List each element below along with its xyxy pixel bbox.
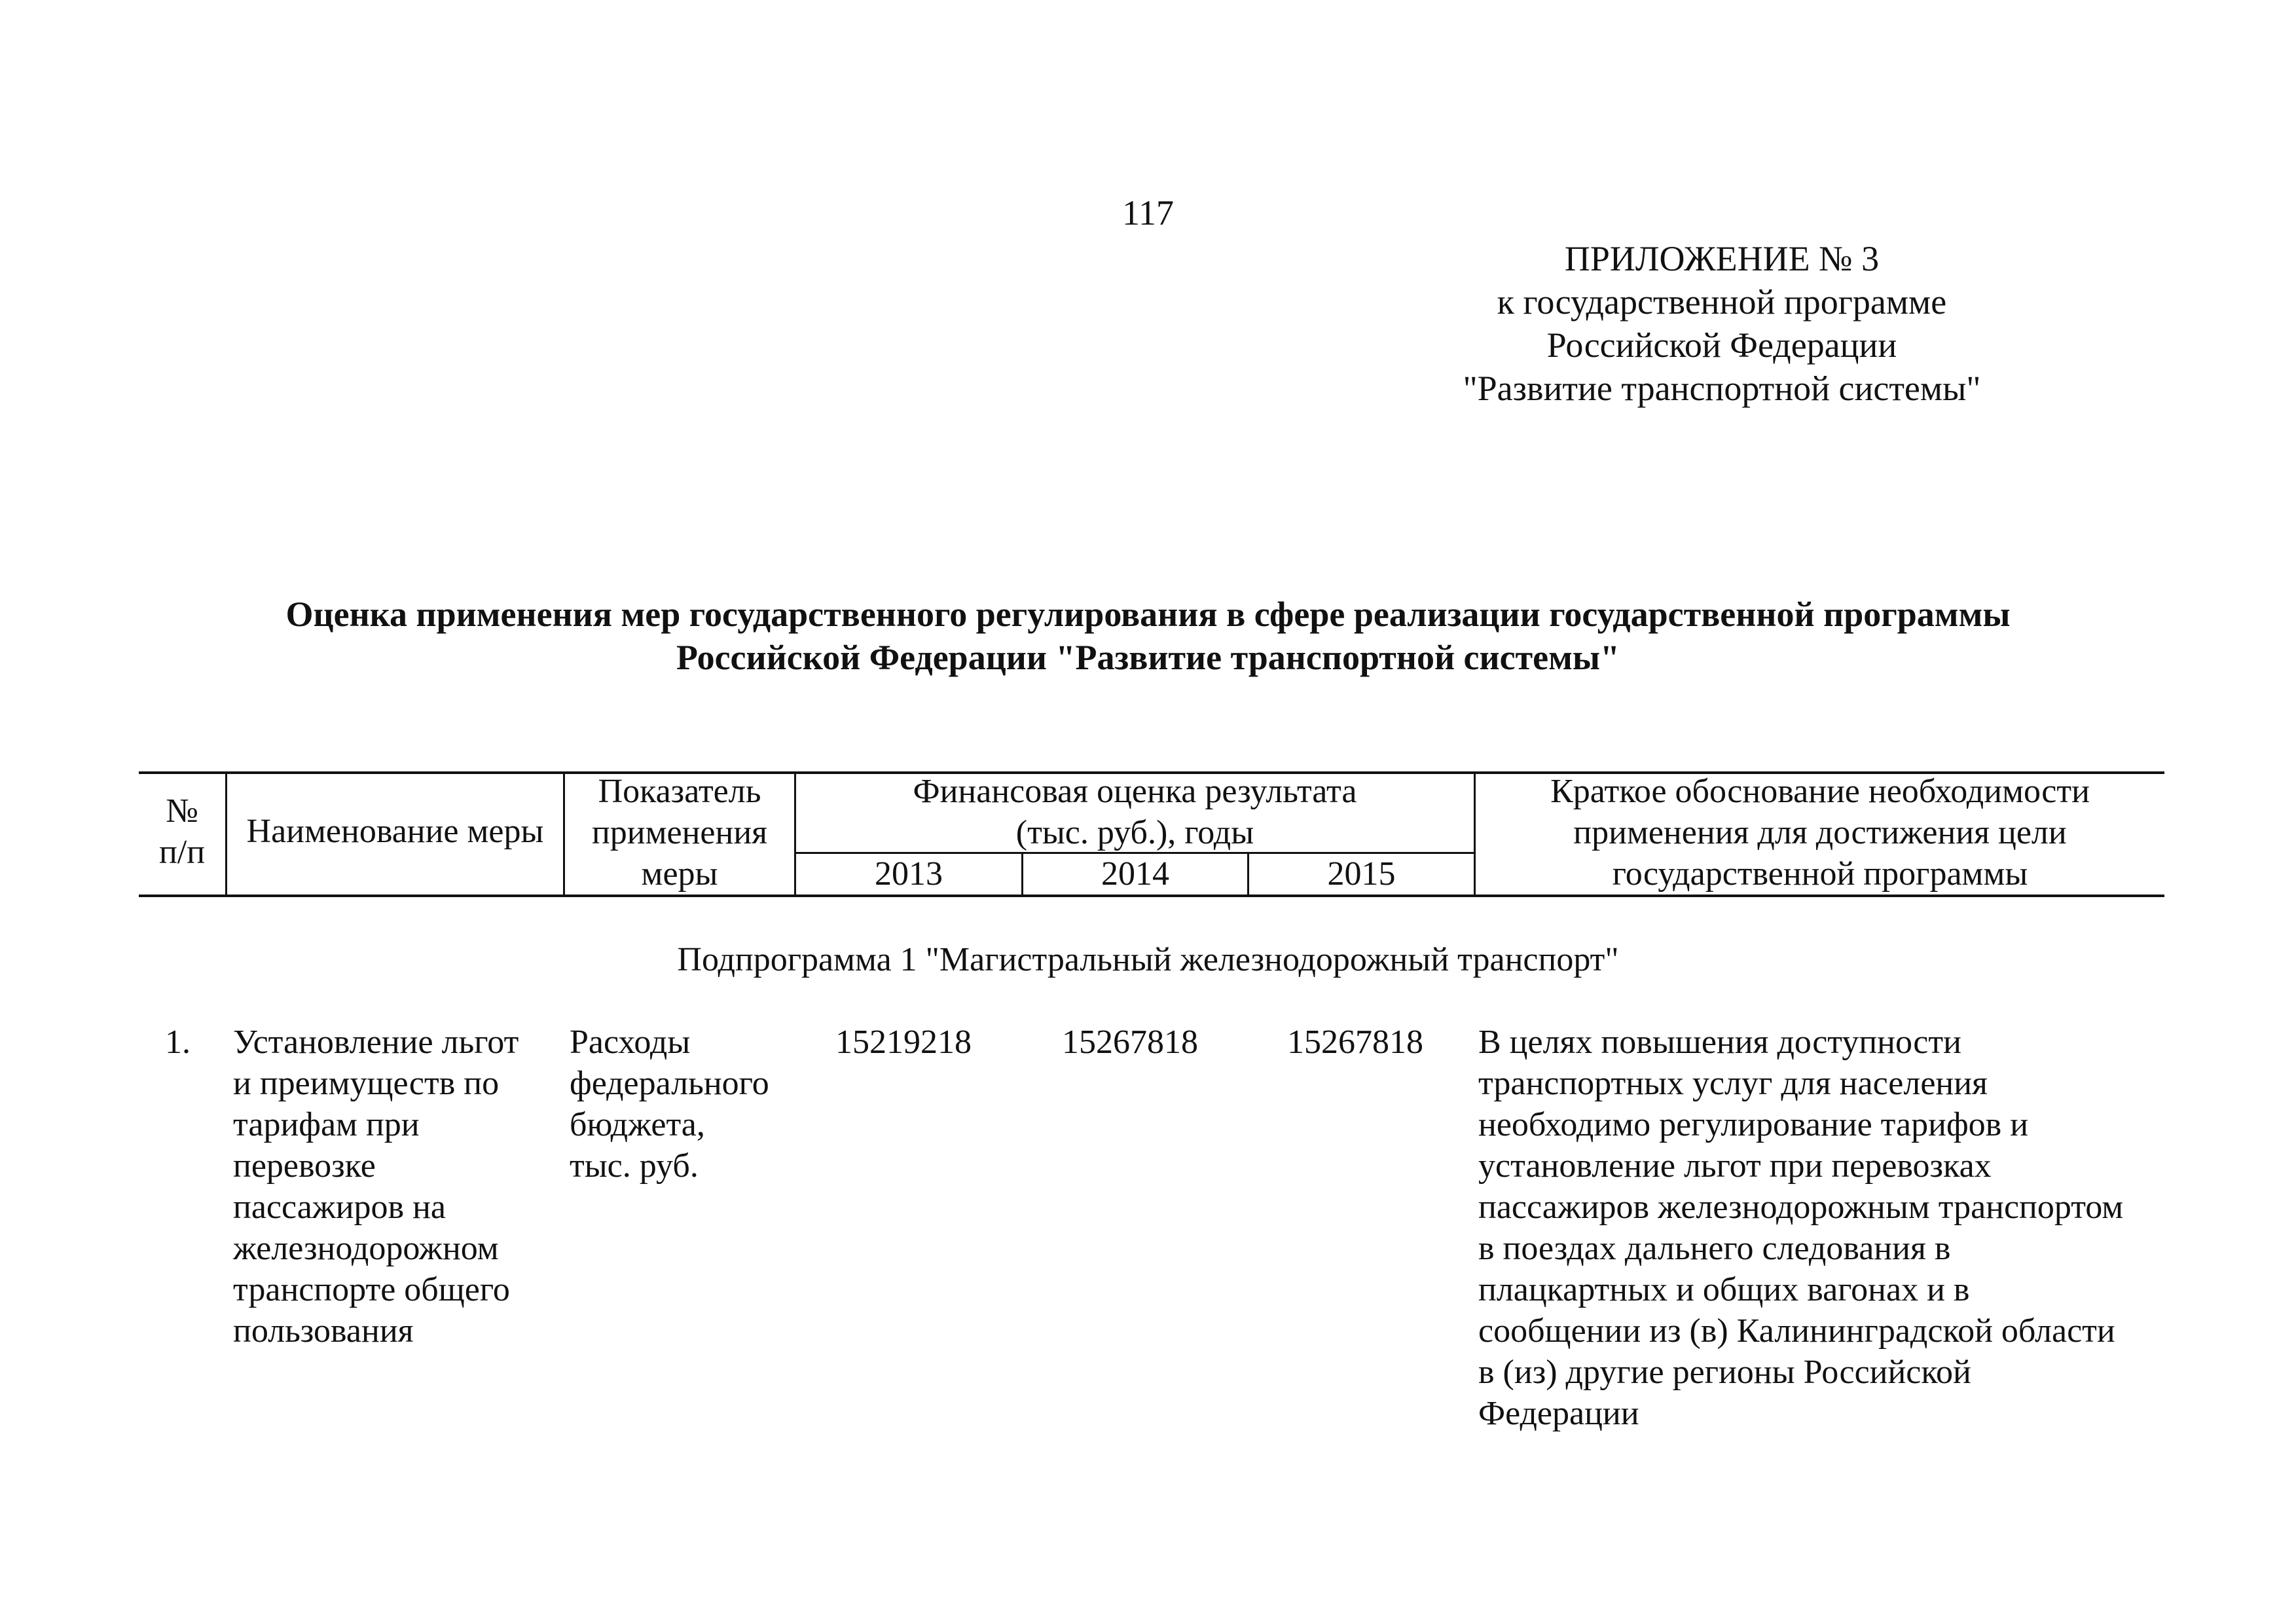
row-value-2014: 15267818 — [1062, 1024, 1198, 1061]
row-number: 1. — [165, 1024, 191, 1061]
row-indicator: Расходы федерального бюджета, тыс. руб. — [570, 1024, 769, 1185]
header-year-2015: 2015 — [1327, 855, 1396, 893]
header-year-2013: 2013 — [875, 855, 943, 893]
header-financial-estimate: Финансовая оценка результата (тыс. руб.), годы — [913, 773, 1357, 851]
row-justification: В целях повышения доступности транспортных услуг для населения необходимо регулирование тарифов и установление льгот при перевозках пассажиров железнодорожным транспортом в поездах дальнего следования в плацкартных и общих вагонах и в сообщении из (в) Калининградской области в (из) другие регионы Российской Федерации — [1478, 1024, 2124, 1432]
page-number: 117 — [1122, 193, 1174, 232]
header-number: № п/п — [158, 792, 206, 871]
row-value-2015: 15267818 — [1287, 1024, 1423, 1061]
header-justification: Краткое обоснование необходимости применения для достижения цели государственной программы — [1550, 773, 2090, 893]
appendix-line-3: Российской Федерации — [1546, 325, 1897, 365]
subprogram-heading: Подпрограмма 1 "Магистральный железнодорожный транспорт" — [677, 941, 1619, 978]
row-measure-name: Установление льгот и преимуществ по тарифам при перевозке пассажиров на железнодорожном транспорте общего пользования — [233, 1024, 519, 1350]
document-title-line-1: Оценка применения мер государственного регулирования в сфере реализации государственной программы — [285, 595, 2011, 634]
document-title-line-2: Российской Федерации "Развитие транспортной системы" — [676, 638, 1620, 677]
row-value-2013: 15219218 — [835, 1024, 972, 1061]
header-year-2014: 2014 — [1101, 855, 1169, 893]
appendix-line-1: ПРИЛОЖЕНИЕ № 3 — [1564, 239, 1880, 278]
table-header-bottom-rule — [139, 895, 2164, 897]
appendix-block — [1414, 237, 2030, 410]
appendix-line-4: "Развитие транспортной системы" — [1463, 369, 1981, 408]
header-measure-name: Наименование меры — [246, 813, 544, 850]
appendix-line-2: к государственной программе — [1497, 282, 1947, 322]
document-title — [131, 593, 2165, 679]
header-indicator: Показатель применения меры — [591, 773, 768, 893]
